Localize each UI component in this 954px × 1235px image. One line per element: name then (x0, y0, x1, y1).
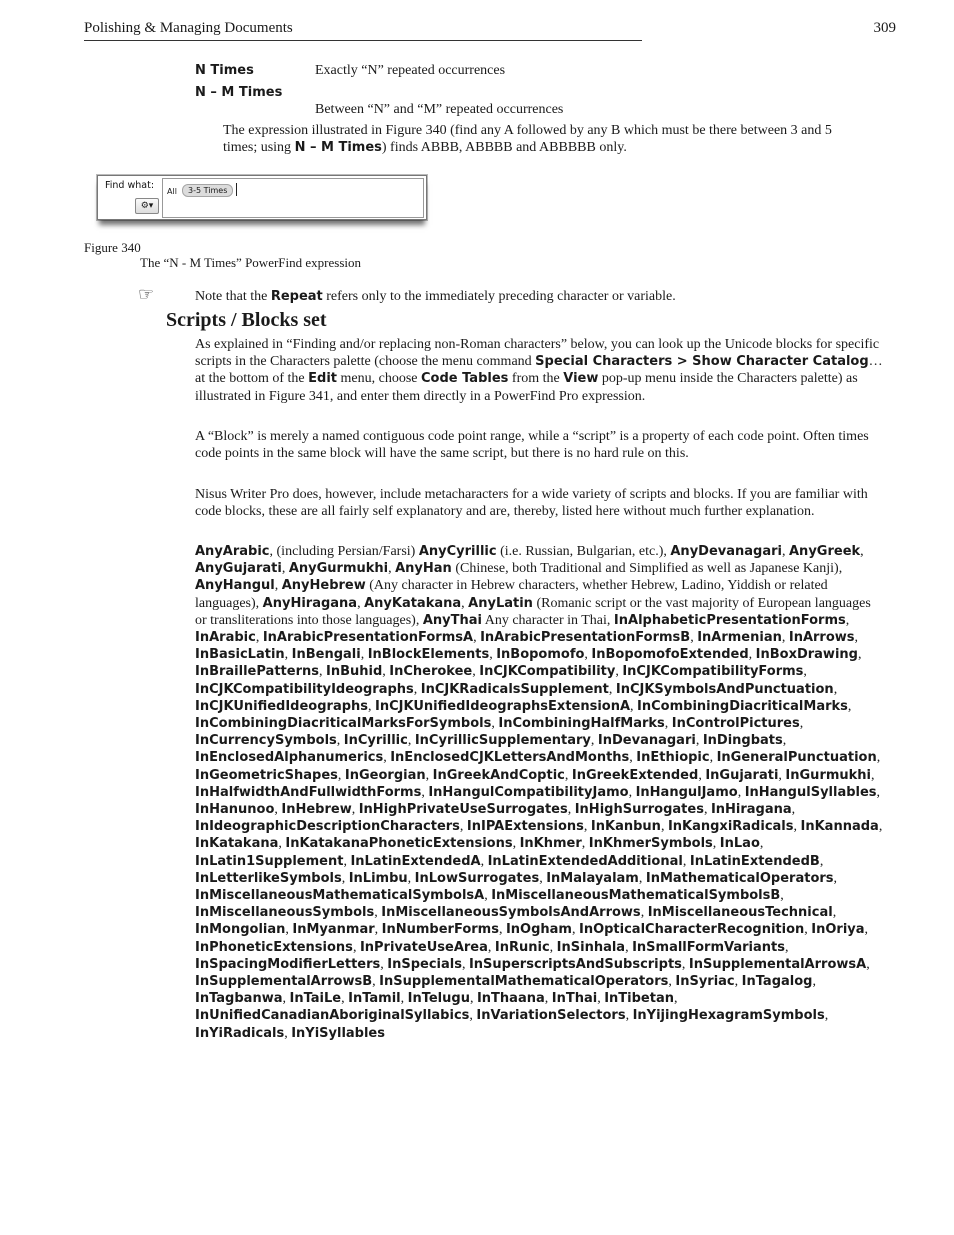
metachar: InHangulJamo (635, 784, 738, 800)
paragraph-metacharacters: Nisus Writer Pro does, however, include metacharacters for a wide variety of scripts and blocks. If you are familiar with code blocks, these are all fairly self explanatory and are, thereby, listed here without much further explanation. (195, 487, 868, 520)
metachar: InCJKSymbolsAndPunctuation (615, 681, 834, 697)
metachar: InCyrillic (343, 733, 408, 749)
metachar: InBengali (291, 647, 361, 663)
metachar: InLatinExtendedB (689, 853, 820, 869)
metachar: InTagbanwa (195, 991, 283, 1007)
metachar: InArabicPresentationFormsB (480, 630, 691, 646)
metachar: InEnclosedCJKLettersAndMonths (390, 750, 630, 766)
def-term-n-m-times: N – M Times (195, 85, 283, 100)
metachar: InKangxiRadicals (667, 819, 794, 835)
metachar: InSinhala (556, 939, 626, 955)
metachar: InSmallFormVariants (632, 939, 785, 955)
metachar: AnyHan (395, 561, 452, 577)
metachar: InSpecials (387, 956, 462, 972)
metachar: InOriya (811, 922, 865, 938)
find-what-panel (97, 175, 427, 220)
metachar: InCJKCompatibility (479, 664, 616, 680)
metachar: InSpacingModifierLetters (195, 956, 381, 972)
metachar: InHighSurrogates (574, 802, 704, 818)
metachar: InKhmer (519, 836, 582, 852)
metachar: InMiscellaneousMathematicalSymbolsB (491, 888, 781, 904)
find-what-label: Find what: (105, 180, 155, 191)
metachar: InCJKUnifiedIdeographs (195, 698, 369, 714)
metachar: InEnclosedAlphanumerics (195, 750, 384, 766)
paragraph-block-definition: A “Block” is merely a named contiguous code point range, while a “script” is a property of each code point. Often times code points in the same block will have the same script, but there is no hard rule on this. (195, 429, 869, 462)
metachar: InCombiningDiacriticalMarksForSymbols (195, 716, 492, 732)
metachar: InBopomofo (496, 647, 585, 663)
section-heading: Scripts / Blocks set (166, 309, 327, 331)
metachar: InUnifiedCanadianAboriginalSyllabics (195, 1008, 470, 1024)
metachar: InMiscellaneousSymbols (195, 905, 375, 921)
metachar: InSyriac (675, 974, 735, 990)
page-number: 309 (873, 20, 896, 36)
metachar: InHanunoo (195, 802, 275, 818)
metachar: InHighPrivateUseSurrogates (358, 802, 568, 818)
metachar: InMyanmar (292, 922, 375, 938)
metachar: InHalfwidthAndFullwidthForms (195, 784, 422, 800)
metachar: InCJKRadicalsSupplement (420, 681, 609, 697)
gear-menu-icon[interactable]: ⚙▾ (135, 198, 159, 214)
metachar: InCJKCompatibilityForms (622, 664, 804, 680)
metachar: InGeneralPunctuation (716, 750, 877, 766)
metachar: InKatakanaPhoneticExtensions (285, 836, 513, 852)
metachar: InIdeographicDescriptionCharacters (195, 819, 460, 835)
metachar: InBopomofoExtended (591, 647, 749, 663)
metachar: InHiragana (710, 802, 792, 818)
metachar: InMongolian (195, 922, 286, 938)
metachar: InNumberForms (381, 922, 499, 938)
metachar: InDingbats (702, 733, 783, 749)
metachar: InCJKCompatibilityIdeographs (195, 681, 414, 697)
metachar: InLimbu (348, 870, 408, 886)
metachar: InThaana (476, 991, 545, 1007)
metachar: InTaiLe (289, 991, 342, 1007)
metachar: InYiSyllables (291, 1025, 385, 1041)
metachar: InLetterlikeSymbols (195, 870, 342, 886)
all-token-text: All (167, 187, 177, 196)
metachar: InGurmukhi (785, 767, 872, 783)
def-text-n-times: Exactly “N” repeated occurrences (315, 63, 506, 78)
metachar: InControlPictures (671, 716, 800, 732)
n-m-times-token[interactable]: 3-5 Times (182, 184, 233, 197)
figure-caption: The “N - M Times” PowerFind expression (140, 255, 361, 270)
def-term-n-times: N Times (195, 63, 254, 78)
metachar: InSupplementalArrowsB (195, 974, 373, 990)
metachar: InSuperscriptsAndSubscripts (468, 956, 682, 972)
metachar: InMathematicalOperators (645, 870, 834, 886)
metachar: InBasicLatin (195, 647, 285, 663)
metachar: AnyGurmukhi (288, 561, 389, 577)
metachar: InBlockElements (367, 647, 490, 663)
metachar: AnyHiragana (262, 595, 358, 611)
metachar: AnyLatin (468, 595, 533, 611)
metachar: InDevanagari (597, 733, 696, 749)
metachar: InCurrencySymbols (195, 733, 337, 749)
metachar: AnyHangul (195, 578, 275, 594)
metachar: InMiscellaneousSymbolsAndArrows (381, 905, 641, 921)
metachar: InGujarati (705, 767, 779, 783)
metachar: InLatin1Supplement (195, 853, 344, 869)
running-header-title: Polishing & Managing Documents (84, 20, 293, 36)
metachar: InBraillePatterns (195, 664, 319, 680)
metachar: InYiRadicals (195, 1025, 285, 1041)
metachar: AnyArabic (195, 544, 270, 559)
metachar: AnyCyrillic (418, 544, 497, 559)
metachar: InTibetan (604, 991, 674, 1007)
metachar: InGeorgian (344, 767, 426, 783)
header-rule (84, 40, 642, 41)
figure-label: Figure 340 (84, 240, 141, 255)
metachar: InBoxDrawing (755, 647, 858, 663)
metachar: InMiscellaneousTechnical (647, 905, 833, 921)
metachar: InOgham (505, 922, 572, 938)
metachar: InKatakana (195, 836, 279, 852)
metachar: InCJKUnifiedIdeographsExtensionA (375, 698, 631, 714)
metachar: InCombiningDiacriticalMarks (637, 698, 848, 714)
metachar: InHangulSyllables (744, 784, 877, 800)
metachar: InArabic (195, 630, 256, 646)
metachar: InGreekExtended (571, 767, 699, 783)
metachar: InRunic (494, 939, 550, 955)
metachar: InCyrillicSupplementary (414, 733, 591, 749)
metachar: AnyHebrew (281, 578, 366, 594)
metachar: AnyKatakana (364, 595, 462, 611)
metachar: AnyDevanagari (670, 544, 782, 559)
metachar: InSupplementalMathematicalOperators (379, 974, 669, 990)
metachar: InTelugu (407, 991, 470, 1007)
metachar: InCombiningHalfMarks (498, 716, 665, 732)
metachar: InKhmerSymbols (588, 836, 713, 852)
paragraph-characters-palette: As explained in “Finding and/or replacing non-Roman characters” below, you can look up the Unicode blocks for specific scripts in the Characters palette (choose the menu command Special Characters > Show Character Catalog… at the bottom of the Edit menu, choose Code Tables from the View pop-up menu inside the Characters palette) as illustrated in Figure 341, and enter them directly in a PowerFind Pro expression. (195, 337, 883, 404)
metachar: InMalayalam (546, 870, 639, 886)
metachar: AnyThai (422, 612, 482, 628)
metachar: InYijingHexagramSymbols (632, 1008, 825, 1024)
metachar: InKannada (800, 819, 879, 835)
metachar: InTagalog (741, 974, 813, 990)
metachar: InHebrew (281, 802, 352, 818)
def-text-n-m-times: Between “N” and “M” repeated occurrences (315, 102, 564, 117)
metachar: InLatinExtendedA (350, 853, 481, 869)
metachar: InBuhid (325, 664, 383, 680)
metachar: InMiscellaneousMathematicalSymbolsA (195, 888, 485, 904)
find-what-field[interactable] (162, 178, 424, 218)
metachar: InCherokee (389, 664, 473, 680)
metachar: AnyGujarati (195, 561, 282, 577)
metachar: InArmenian (697, 630, 782, 646)
metachar: AnyGreek (789, 544, 861, 559)
text-caret (236, 183, 237, 196)
metachar: InOpticalCharacterRecognition (578, 922, 805, 938)
metachar: InKanbun (590, 819, 661, 835)
metachar: InHangulCompatibilityJamo (428, 784, 629, 800)
metachar: InLowSurrogates (414, 870, 540, 886)
metachar: InGeometricShapes (195, 767, 338, 783)
metachar: InLao (719, 836, 760, 852)
intro-paragraph: The expression illustrated in Figure 340 (find any A followed by any B which must be there between 3 and 5 times; using N – M Times) finds ABBB, ABBBB and ABBBBB only. (223, 123, 832, 156)
metachar: InEthiopic (636, 750, 710, 766)
note-text: Note that the Repeat refers only to the immediately preceding character or variable. (195, 289, 676, 304)
metachar: InPrivateUseArea (359, 939, 488, 955)
metachar: InGreekAndCoptic (432, 767, 565, 783)
metachar: InPhoneticExtensions (195, 939, 353, 955)
pointing-hand-icon: ☞ (138, 284, 155, 305)
metachar: InLatinExtendedAdditional (487, 853, 683, 869)
metachar: InArabicPresentationFormsA (262, 630, 474, 646)
metachar: InArrows (788, 630, 855, 646)
metachar: InTamil (348, 991, 401, 1007)
metachar: InSupplementalArrowsA (688, 956, 867, 972)
metachar: InVariationSelectors (476, 1008, 626, 1024)
metachar: InIPAExtensions (466, 819, 584, 835)
metachar: InThai (551, 991, 598, 1007)
metachar: InAlphabeticPresentationForms (613, 612, 846, 628)
metacharacter-list: AnyArabic, (including Persian/Farsi) AnyCyrillic (i.e. Russian, Bulgarian, etc.), AnyDevanagari, AnyGreek, AnyGujarati, AnyGurmukhi, AnyHan (Chinese, both Traditional and Simplified as well as Japanese Kanji), AnyHangul, AnyHebrew (Any character in Hebrew characters, whether Hebrew, Ladino, Yiddish or related languages), AnyHiragana, AnyKatakana, AnyLatin (Romanic script or the vast majority of European languages or transliterations into those languages), AnyThai Any character in Thai, InAlphabeticPresentationForms, InArabic, InArabicPresentationFormsA, InArabicPresentationFormsB, InArmenian, InArrows, InBasicLatin, InBengali, InBlockElements, InBopomofo, InBopomofoExtended, InBoxDrawing, InBraillePatterns, InBuhid, InCherokee, InCJKCompatibility, InCJKCompatibilityForms, InCJKCompatibilityIdeographs, InCJKRadicalsSupplement, InCJKSymbolsAndPunctuation, InCJKUnifiedIdeographs, InCJKUnifiedIdeographsExtensionA, InCombiningDiacriticalMarks, InCombiningDiacriticalMarksForSymbols, InCombiningHalfMarks, InControlPictures, InCurrencySymbols, InCyrillic, InCyrillicSupplementary, InDevanagari, InDingbats, InEnclosedAlphanumerics, InEnclosedCJKLettersAndMonths, InEthiopic, InGeneralPunctuation, InGeometricShapes, InGeorgian, InGreekAndCoptic, InGreekExtended, InGujarati, InGurmukhi, InHalfwidthAndFullwidthForms, InHangulCompatibilityJamo, InHangulJamo, InHangulSyllables, InHanunoo, InHebrew, InHighPrivateUseSurrogates, InHighSurrogates, InHiragana, InIdeographicDescriptionCharacters, InIPAExtensions, InKanbun, InKangxiRadicals, InKannada, InKatakana, InKatakanaPhoneticExtensions, InKhmer, InKhmerSymbols, InLao, InLatin1Supplement, InLatinExtendedA, InLatinExtendedAdditional, InLatinExtendedB, InLetterlikeSymbols, InLimbu, InLowSurrogates, InMalayalam, InMathematicalOperators, InMiscellaneousMathematicalSymbolsA, InMiscellaneousMathematicalSymbolsB, InMiscellaneousSymbols, InMiscellaneousSymbolsAndArrows, InMiscellaneousTechnical, InMongolian, InMyanmar, InNumberForms, InOgham, InOpticalCharacterRecognition, InOriya, InPhoneticExtensions, InPrivateUseArea, InRunic, InSinhala, InSmallFormVariants, InSpacingModifierLetters, InSpecials, InSuperscriptsAndSubscripts, InSupplementalArrowsA, InSupplementalArrowsB, InSupplementalMathematicalOperators, InSyriac, InTagalog, InTagbanwa, InTaiLe, InTamil, InTelugu, InThaana, InThai, InTibetan, InUnifiedCanadianAboriginalSyllabics, InVariationSelectors, InYijingHexagramSymbols, InYiRadicals, InYiSyllables (195, 544, 883, 1041)
